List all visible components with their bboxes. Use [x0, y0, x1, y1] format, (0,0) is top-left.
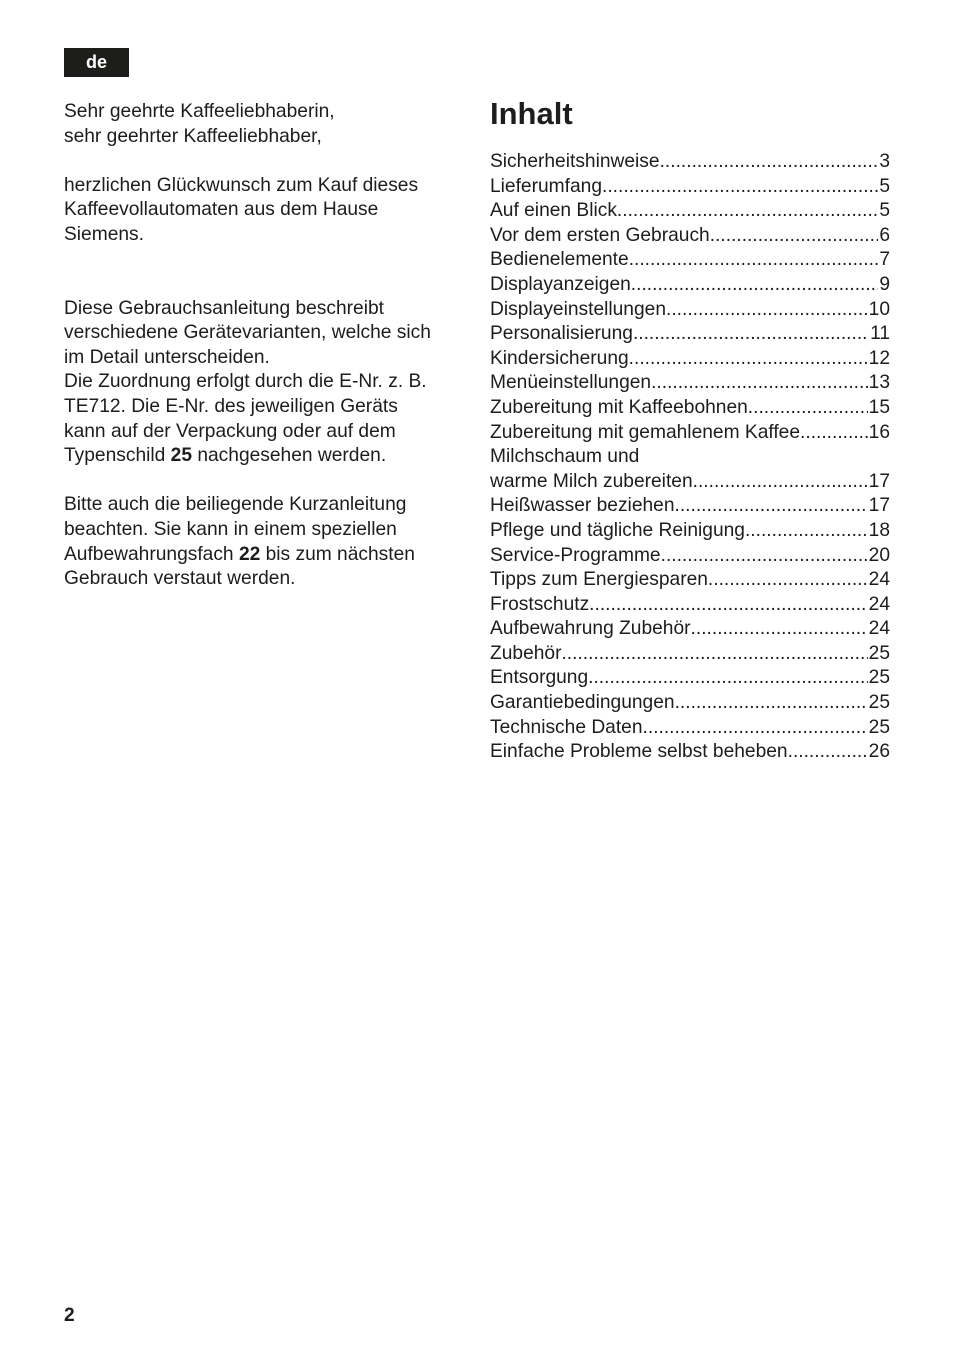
toc-entry-page: 6 [879, 224, 890, 246]
toc-entry-label: Frostschutz [490, 593, 590, 615]
variants-text: nachgesehen werden. [192, 445, 387, 467]
toc-entry-label: Heißwasser beziehen [490, 495, 675, 517]
toc-entry[interactable] [490, 347, 890, 372]
congrats-line: herzlichen Glückwunsch zum Kauf dieses [64, 174, 419, 196]
toc-entry-label: Sicherheitshinweise [490, 151, 660, 172]
toc-leader-dots [800, 421, 868, 446]
toc-entry-label: Menüeinstellungen [490, 372, 652, 394]
toc-entry[interactable] [490, 224, 890, 249]
variants-paragraph [64, 297, 464, 469]
toc-entry-label: Technische Daten [490, 716, 643, 738]
congrats-line: Siemens. [64, 223, 144, 245]
type-plate-ref: 25 [170, 445, 192, 467]
toc-entry-label: Vor dem ersten Gebrauch [490, 224, 710, 246]
toc-entry[interactable] [490, 396, 890, 421]
toc-leader-dots [693, 470, 868, 495]
congrats-line: Kaffeevollautomaten aus dem Hause [64, 199, 379, 221]
toc-entry-label: Milchschaum und [490, 446, 640, 468]
toc-entry[interactable] [490, 494, 890, 519]
toc-entry-page: 15 [868, 396, 890, 418]
toc-entry[interactable] [490, 175, 890, 200]
toc-entry-page: 13 [868, 372, 890, 394]
toc-title: Inhalt [490, 96, 573, 131]
toc-entry-label: Kindersicherung [490, 347, 629, 369]
toc-entry[interactable] [490, 617, 890, 642]
toc-entry[interactable] [490, 519, 890, 544]
variants-line: im Detail unterscheiden. [64, 346, 270, 368]
toc-leader-dots [651, 371, 868, 396]
toc-leader-dots [691, 617, 868, 642]
toc-entry-label: warme Milch zubereiten [490, 470, 693, 492]
toc-leader-dots [617, 199, 878, 224]
toc-entry[interactable] [490, 642, 890, 667]
note-line: Bitte auch die beiliegende Kurzanleitung [64, 494, 407, 516]
toc-leader-dots [748, 396, 868, 421]
note-text: Aufbewahrungsfach [64, 543, 239, 565]
toc-entry-label: Service-Programme [490, 544, 661, 566]
toc-leader-dots [675, 691, 868, 716]
toc-entry-page: 24 [868, 618, 890, 640]
congrats-paragraph [64, 174, 464, 248]
note-text: bis zum nächsten [260, 543, 415, 565]
greeting-paragraph [64, 100, 464, 149]
toc-leader-dots [561, 642, 867, 667]
toc-entry[interactable] [490, 199, 890, 224]
toc-entry-label: Zubehör [490, 642, 562, 664]
toc-leader-dots [708, 568, 868, 593]
toc-leader-dots [588, 666, 868, 691]
toc-entry[interactable] [490, 421, 890, 446]
toc-entry-page: 18 [868, 519, 890, 541]
toc-leader-dots [660, 150, 879, 175]
toc-leader-dots [710, 224, 879, 249]
toc-entry-label: Zubereitung mit Kaffeebohnen [490, 396, 748, 418]
toc-entry-label: Bedienelemente [490, 249, 629, 271]
note-line: Gebrauch verstaut werden. [64, 568, 296, 590]
toc-entry-page: 25 [868, 692, 890, 714]
greeting-line: Sehr geehrte Kaffeeliebhaberin, [64, 101, 335, 122]
variants-line: TE712. Die E-Nr. des jeweiligen Geräts [64, 395, 398, 417]
toc-entry[interactable] [490, 150, 890, 175]
toc-leader-dots [629, 248, 879, 273]
toc-entry[interactable] [490, 298, 890, 323]
toc-entry[interactable] [490, 544, 890, 569]
note-line: beachten. Sie kann in einem speziellen [64, 518, 397, 540]
toc-entry[interactable] [490, 371, 890, 396]
note-line [64, 543, 464, 568]
toc-entry-label: Lieferumfang [490, 175, 602, 197]
toc-leader-dots [661, 544, 868, 569]
toc-entry-page: 10 [868, 298, 890, 320]
toc-entry-label: Einfache Probleme selbst beheben [490, 741, 788, 763]
toc-entry-page: 11 [870, 323, 890, 345]
note-paragraph [64, 493, 464, 591]
toc-entry-label: Zubereitung mit gemahlenem Kaffee [490, 421, 801, 443]
toc-entry-label: Aufbewahrung Zubehör [490, 618, 691, 640]
toc-leader-dots [631, 273, 879, 298]
toc-entry-page: 5 [879, 200, 890, 222]
variants-line: kann auf der Verpackung oder auf dem [64, 420, 396, 442]
toc-entry-page: 17 [868, 495, 890, 517]
toc-entry-page: 24 [868, 569, 890, 591]
toc-leader-dots [666, 298, 868, 323]
variants-text: Typenschild [64, 445, 171, 467]
toc-entry-label: Garantiebedingungen [490, 692, 675, 714]
toc-entry-page: 25 [868, 716, 890, 738]
variants-line: verschiedene Gerätevarianten, welche sich [64, 322, 431, 344]
toc-entry[interactable] [490, 691, 890, 716]
toc-leader-dots [788, 740, 868, 765]
toc-entry-label: Auf einen Blick [490, 200, 617, 222]
intro-text [64, 100, 464, 592]
toc-entry-label: Entsorgung [490, 667, 589, 689]
language-tab: de [64, 48, 129, 77]
toc-entry[interactable] [490, 470, 890, 495]
toc-leader-dots [745, 519, 868, 544]
toc-entry-page: 26 [868, 741, 890, 763]
toc-entry-page: 17 [868, 470, 890, 492]
toc-entry-label: Personalisierung [490, 323, 633, 345]
page-number: 2 [64, 1305, 75, 1326]
toc-entry-heading-line[interactable] [490, 445, 890, 470]
variants-line: Diese Gebrauchsanleitung beschreibt [64, 297, 384, 319]
toc-entry-page: 5 [879, 175, 890, 197]
greeting-line: sehr geehrter Kaffeeliebhaber, [64, 125, 322, 147]
toc-entry[interactable] [490, 248, 890, 273]
toc-entry-page: 12 [868, 347, 890, 369]
toc-entry[interactable] [490, 716, 890, 741]
toc-entry-label: Displayanzeigen [490, 273, 631, 295]
storage-compartment-ref: 22 [238, 543, 261, 565]
toc-leader-dots [675, 494, 868, 519]
toc-entry-page: 25 [868, 667, 890, 689]
toc-entry-label: Displayeinstellungen [490, 298, 666, 320]
toc-entry[interactable] [490, 666, 890, 691]
toc-entry[interactable] [490, 740, 890, 765]
toc-entry-page: 3 [879, 151, 890, 172]
toc-entry[interactable] [490, 593, 890, 618]
toc-leader-dots [643, 716, 868, 741]
toc-entry-page: 9 [879, 273, 890, 295]
toc-entry-label: Tipps zum Energiesparen [490, 569, 708, 591]
toc-entry-page: 7 [879, 249, 890, 271]
variants-line [64, 444, 464, 469]
toc-leader-dots [629, 347, 868, 372]
toc-entry-page: 24 [868, 593, 890, 615]
toc-leader-dots [602, 175, 878, 200]
toc-entry[interactable] [490, 322, 890, 347]
toc-entry[interactable] [490, 568, 890, 593]
toc-entry-page: 25 [868, 642, 890, 664]
table-of-contents [490, 150, 890, 765]
toc-entry-page: 20 [868, 544, 890, 566]
toc-entry[interactable] [490, 273, 890, 298]
toc-leader-dots [589, 593, 867, 618]
toc-entry-page: 16 [868, 421, 890, 443]
toc-entry-label: Pflege und tägliche Reinigung [490, 519, 745, 541]
toc-leader-dots [633, 322, 869, 347]
variants-line: Die Zuordnung erfolgt durch die E-Nr. z. B. [64, 371, 427, 393]
